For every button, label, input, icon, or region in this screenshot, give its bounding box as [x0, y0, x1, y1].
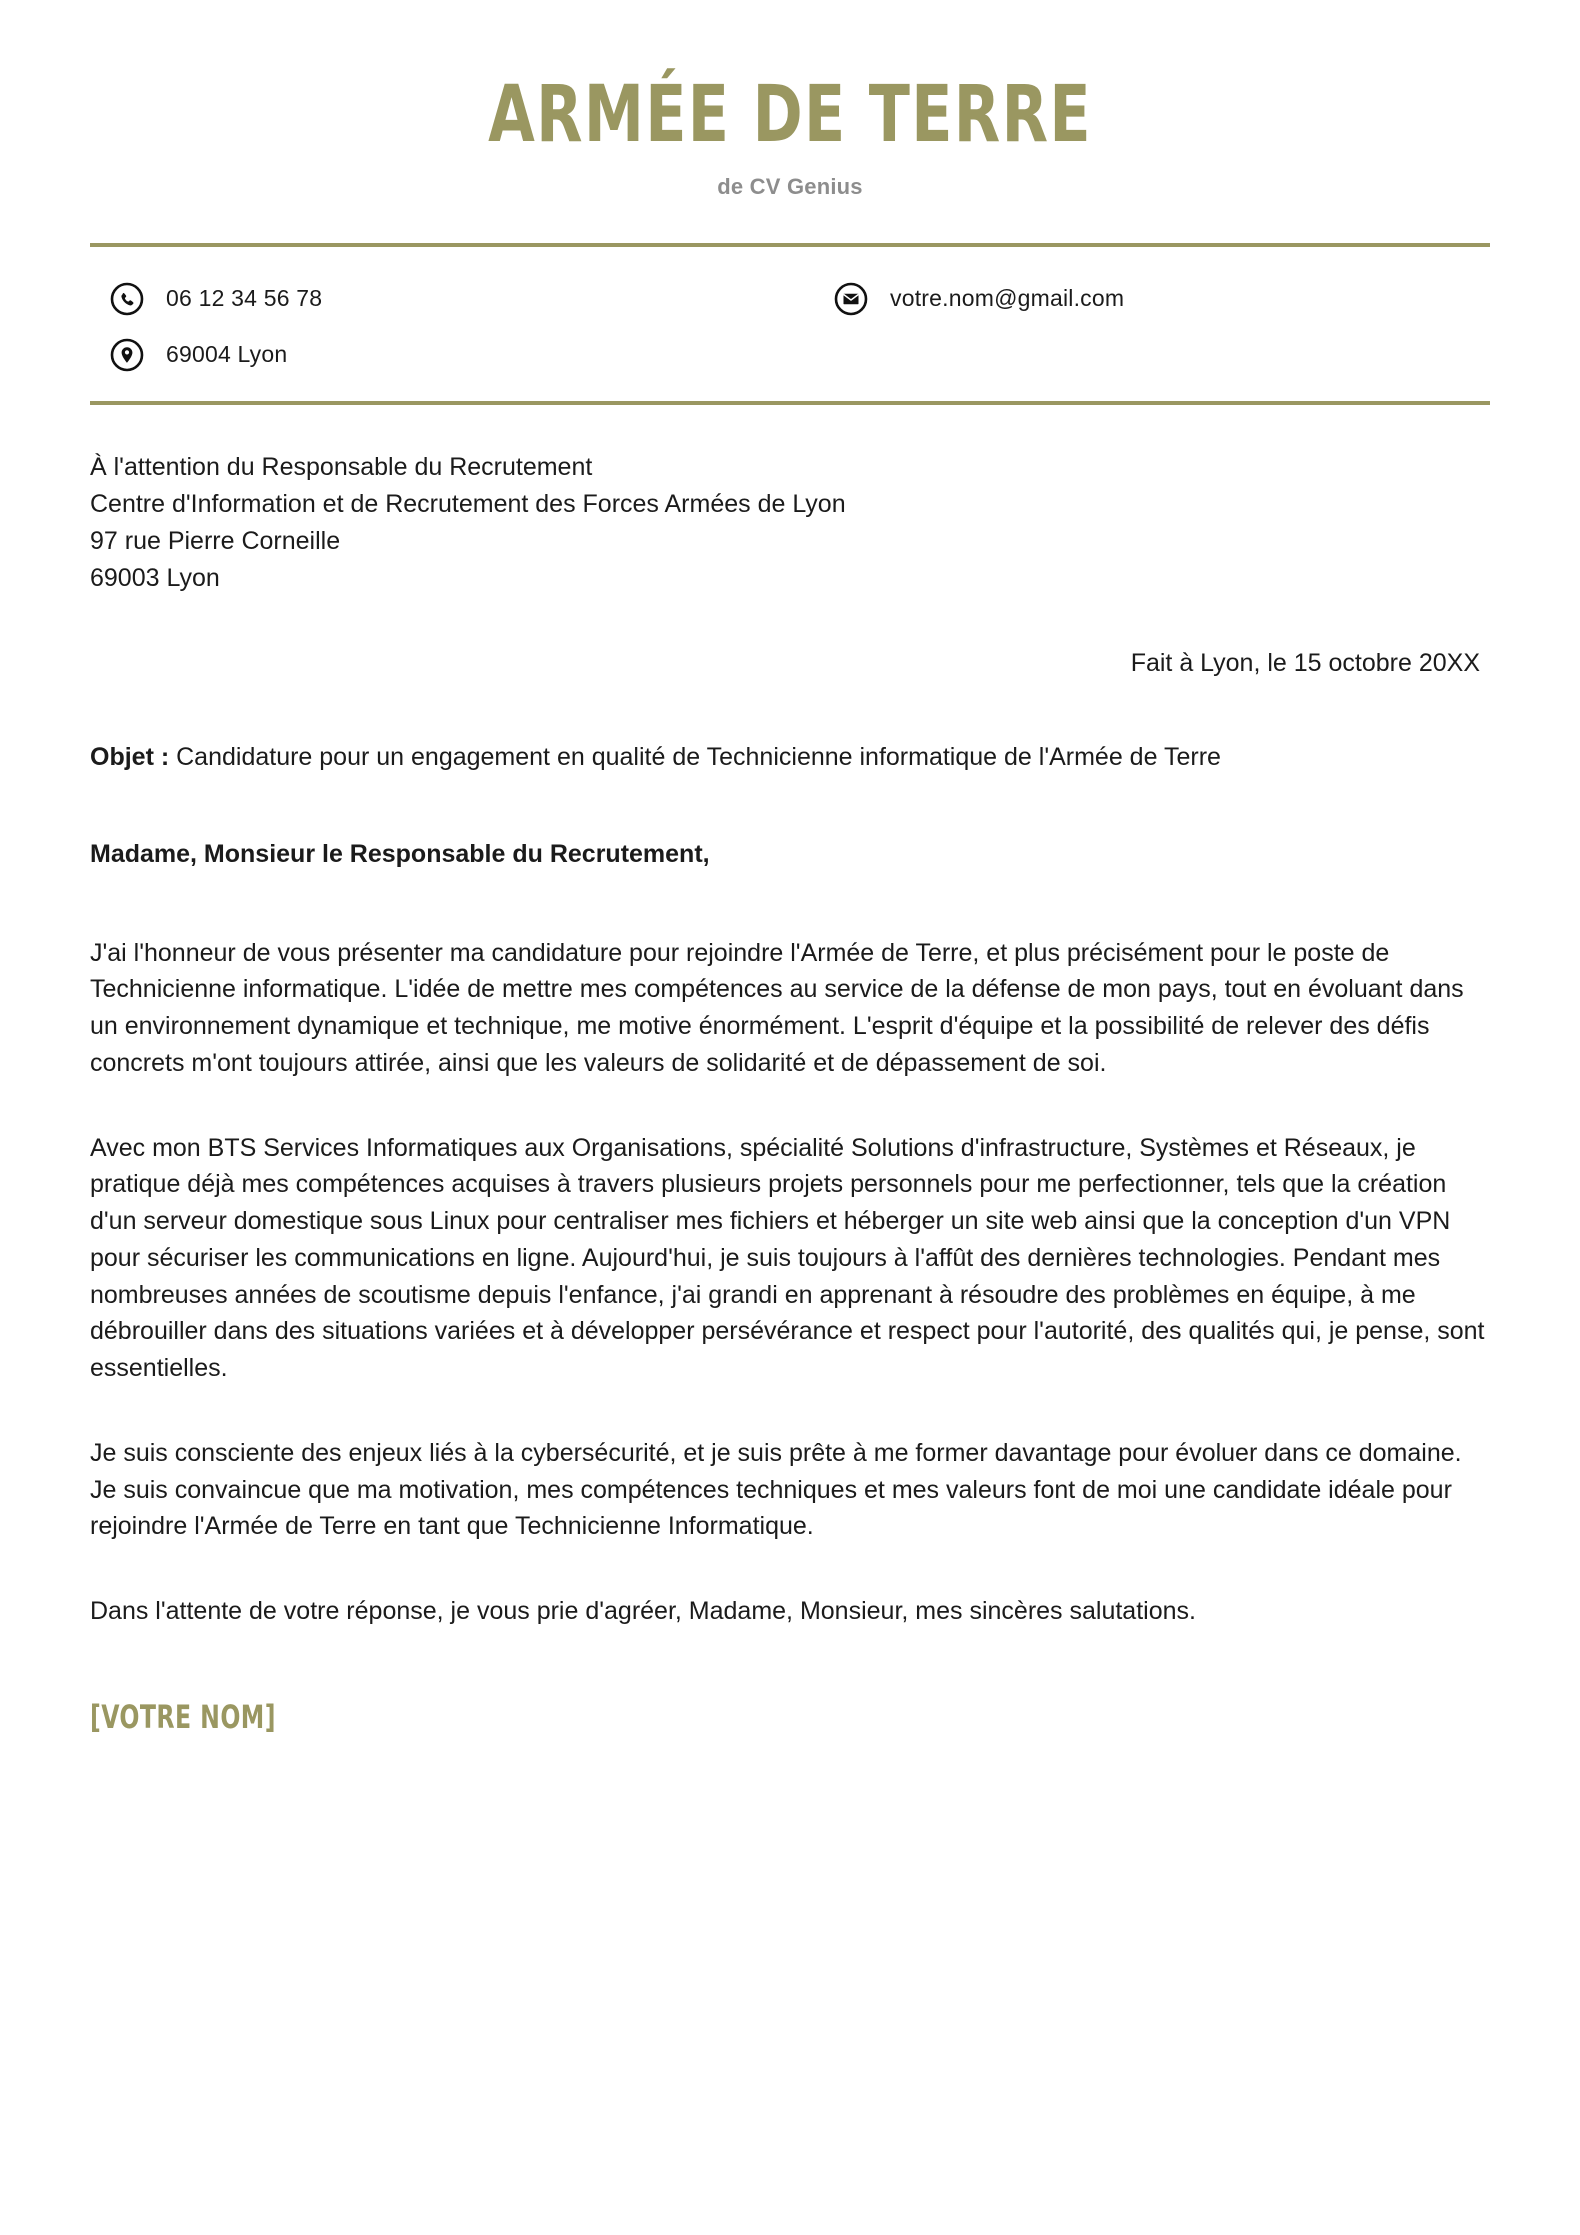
- body-paragraph: Je suis consciente des enjeux liés à la cybersécurité, et je suis prête à me former davantage pour évoluer dans ce domaine. Je suis convaincue que ma motivation, mes compétences techniques et mes valeurs font de moi une candidate idéale pour rejoindre l'Armée de Terre en tant que Technicienne Informatique.: [90, 1438, 1462, 1541]
- body-paragraph: Dans l'attente de votre réponse, je vous prie d'agréer, Madame, Monsieur, mes sincères salutations.: [90, 1597, 1196, 1626]
- recipient-line: 69003 Lyon: [90, 563, 220, 592]
- contact-phone[interactable]: [90, 282, 818, 316]
- page-title: ARMÉE DE TERRE: [488, 70, 1092, 160]
- signature-name: [VOTRE NOM]: [90, 1697, 276, 1736]
- subject-label: Objet :: [90, 743, 170, 772]
- subject-text: Candidature pour un engagement en qualité de Technicienne informatique de l'Armée de Terre: [169, 743, 1221, 772]
- date-line: Fait à Lyon, le 15 octobre 20XX: [1130, 648, 1480, 677]
- contact-location[interactable]: [90, 338, 818, 372]
- phone-icon: [110, 282, 144, 316]
- recipient-line: À l'attention du Responsable du Recrutement: [90, 452, 593, 481]
- recipient-line: 97 rue Pierre Corneille: [90, 526, 341, 555]
- letter-header: [90, 0, 1490, 200]
- subject-line: [90, 739, 1400, 776]
- salutation: Madame, Monsieur le Responsable du Recrutement,: [90, 840, 710, 869]
- email-value: votre.nom@gmail.com: [890, 285, 1125, 312]
- body-paragraph: J'ai l'honneur de vous présenter ma candidature pour rejoindre l'Armée de Terre, et plus précisément pour le poste de Technicienne informatique. L'idée de mettre mes compétences au service de la défense de mon pays, tout en évoluant dans un environnement dynamique et technique, me motive énormément. L'esprit d'équipe et la possibilité de relever des défis concrets m'ont toujours attirée, ainsi que les valeurs de solidarité et de dépassement de soi.: [90, 938, 1464, 1077]
- recipient-line: Centre d'Information et de Recrutement des Forces Armées de Lyon: [90, 489, 846, 518]
- contact-row-2: [90, 327, 1490, 383]
- map-pin-icon: [110, 338, 144, 372]
- location-value: 69004 Lyon: [166, 341, 288, 368]
- letter-body: [90, 405, 1490, 1741]
- contact-email[interactable]: [818, 282, 1490, 316]
- body-paragraph: Avec mon BTS Services Informatiques aux Organisations, spécialité Solutions d'infrastructure, Systèmes et Réseaux, je pratique déjà mes compétences acquises à travers plusieurs projets personnels pour me perfectionner, tels que la création d'un serveur domestique sous Linux pour centraliser mes fichiers et héberger un site web ainsi que la conception d'un VPN pour sécuriser les communications en ligne. Aujourd'hui, je suis toujours à l'affût des dernières technologies. Pendant mes nombreuses années de scoutisme depuis l'enfance, j'ai grandi en apprenant à résoudre des problèmes en équipe, à me débrouiller dans des situations variées et à développer persévérance et respect pour l'autorité, des qualités qui, je pense, sont essentielles.: [90, 1133, 1485, 1383]
- recipient-block: [90, 449, 1490, 597]
- phone-value: 06 12 34 56 78: [166, 285, 323, 312]
- envelope-icon: [834, 282, 868, 316]
- contact-band: [90, 247, 1490, 401]
- page-subtitle: de CV Genius: [717, 173, 863, 199]
- contact-row-1: [90, 271, 1490, 327]
